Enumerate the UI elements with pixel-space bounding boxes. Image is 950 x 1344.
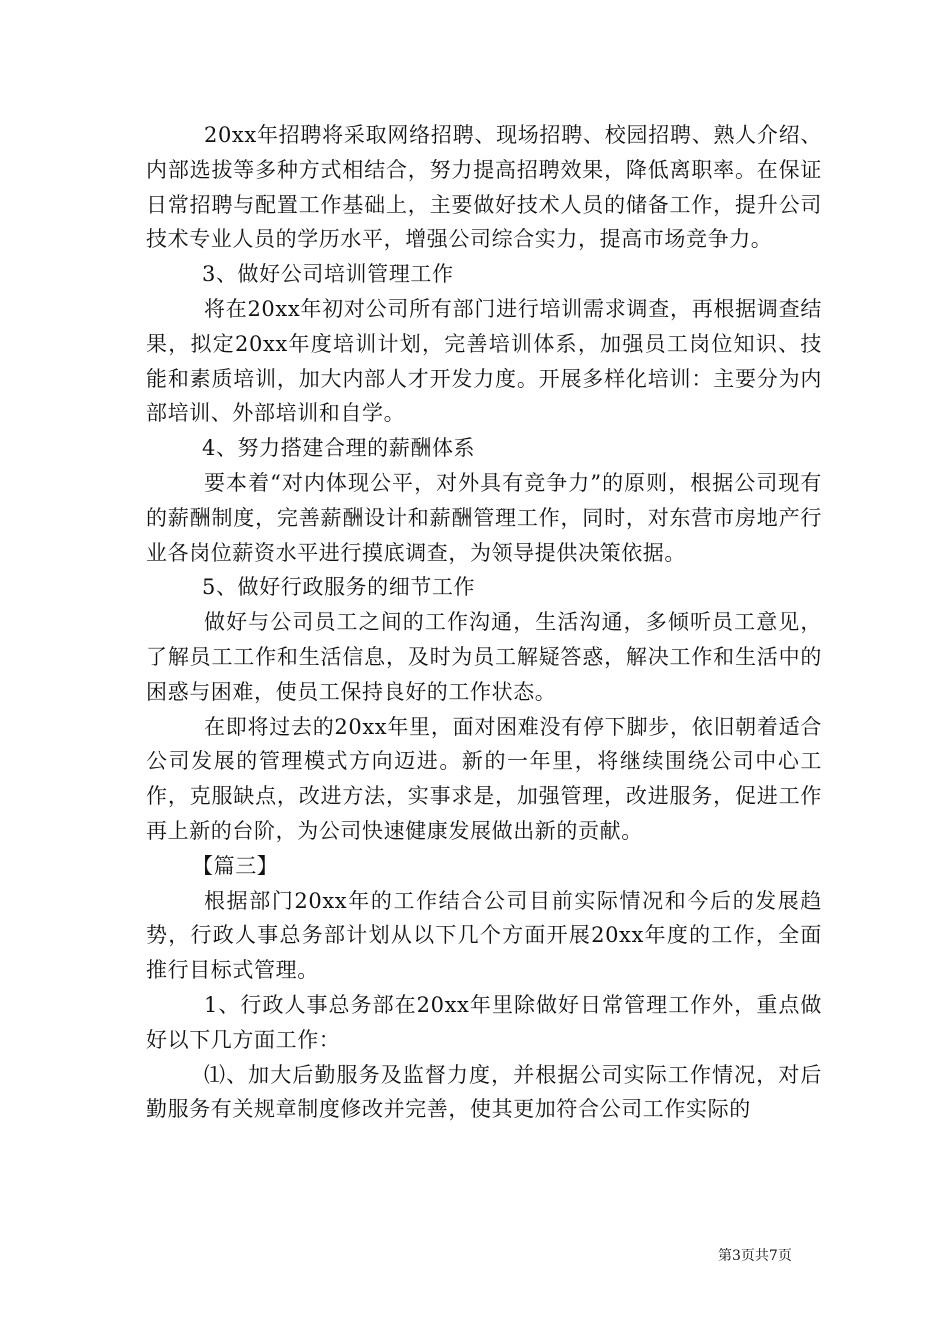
paragraph-plan-subitem-1: ⑴、加大后勤服务及监督力度，并根据公司实际工作情况，对后勤服务有关规章制度修改并完善，使其更加符合公司工作实际的 bbox=[146, 1062, 822, 1122]
paragraph-admin-service: 做好与公司员工之间的工作沟通，生活沟通，多倾听员工意见，了解员工工作和生活信息，及时为员工解疑答惑，解决工作和生活中的困惑与困难，使员工保持良好的工作状态。 bbox=[146, 610, 822, 704]
section-title-part-three: 【篇三】 bbox=[192, 853, 279, 878]
heading-salary: 4、努力搭建合理的薪酬体系 bbox=[202, 436, 476, 461]
paragraph-plan-item-1: 1、行政人事总务部在20xx年里除做好日常管理工作外，重点做好以下几方面工作： bbox=[146, 992, 822, 1052]
document-body bbox=[146, 118, 822, 1127]
paragraph-plan-intro: 根据部门20xx年的工作结合公司目前实际情况和今后的发展趋势，行政人事总务部计划从以下几个方面开展20xx年度的工作，全面推行目标式管理。 bbox=[146, 888, 822, 983]
heading-admin-service: 5、做好行政服务的细节工作 bbox=[202, 575, 476, 600]
page-number-footer: 第3页共7页 bbox=[718, 1248, 792, 1264]
paragraph-training: 将在20xx年初对公司所有部门进行培训需求调查，再根据调查结果，拟定20xx年度培训计划，完善培训体系，加强员工岗位知识、技能和素质培训，加大内部人才开发力度。开展多样化培训：主要分为内部培训、外部培训和自学。 bbox=[146, 296, 822, 426]
paragraph-summary: 在即将过去的20xx年里，面对困难没有停下脚步，依旧朝着适合公司发展的管理模式方向迈进。新的一年里，将继续围绕公司中心工作，克服缺点，改进方法，实事求是，加强管理，改进服务，促进工作再上新的台阶，为公司快速健康发展做出新的贡献。 bbox=[146, 714, 822, 843]
paragraph-salary: 要本着“对内体现公平，对外具有竞争力”的原则，根据公司现有的薪酬制度，完善薪酬设计和薪酬管理工作，同时，对东营市房地产行业各岗位薪资水平进行摸底调查，为领导提供决策依据。 bbox=[146, 470, 822, 565]
paragraph-recruitment: 20xx年招聘将采取网络招聘、现场招聘、校园招聘、熟人介绍、内部选拔等多种方式相结合，努力提高招聘效果，降低离职率。在保证日常招聘与配置工作基础上，主要做好技术人员的储备工作，提升公司技术专业人员的学历水平，增强公司综合实力，提高市场竞争力。 bbox=[146, 123, 822, 252]
heading-training: 3、做好公司培训管理工作 bbox=[202, 262, 454, 287]
